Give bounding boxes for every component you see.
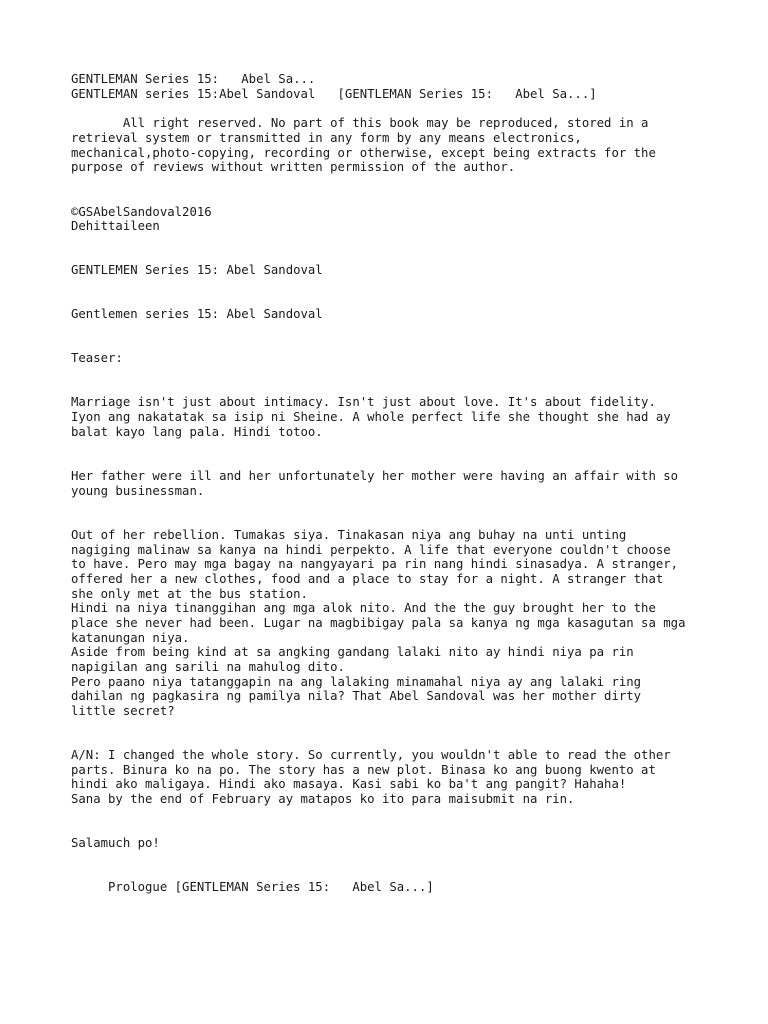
series-title-1: GENTLEMEN Series 15: Abel Sandoval [71,263,323,277]
paragraph-3-line-5: she only met at the bus station. [71,587,308,601]
rights-line-3: mechanical,photo-copying, recording or otherwise, except being extracts for the [71,146,656,160]
header-line-1: GENTLEMAN Series 15: Abel Sa... [71,72,316,86]
paragraph-3-line-9: Aside from being kind at sa angking gandang lalaki nito ay hindi niya pa rin [71,645,634,659]
prologue-heading: Prologue [GENTLEMAN Series 15: Abel Sa...] [71,880,434,894]
author-line: Dehittaileen [71,219,160,233]
series-title-2: Gentlemen series 15: Abel Sandoval [71,307,323,321]
paragraph-3-line-1: Out of her rebellion. Tumakas siya. Tinakasan niya ang buhay na unti unting [71,528,627,542]
paragraph-2-line-1: Her father were ill and her unfortunately her mother were having an affair with so [71,469,679,483]
rights-line-1: All right reserved. No part of this book may be reproduced, stored in a [71,116,649,130]
paragraph-3-line-6: Hindi na niya tinanggihan ang mga alok nito. And the the guy brought her to the [71,601,656,615]
paragraph-1-line-2: Iyon ang nakatatak sa isip ni Sheine. A whole perfect life she thought she had ay [71,410,671,424]
paragraph-3-line-4: offered her a new clothes, food and a place to stay for a night. A stranger that [71,572,664,586]
rights-line-4: purpose of reviews without written permission of the author. [71,160,516,174]
paragraph-3-line-10: napigilan ang sarili na mahulog dito. [71,660,345,674]
paragraph-1-line-1: Marriage isn't just about intimacy. Isn't just about love. It's about fidelity. [71,395,656,409]
paragraph-3-line-11: Pero paano niya tatanggapin na ang lalaking minamahal niya ay ang lalaki ring [71,675,642,689]
copyright-line: ©GSAbelSandoval2016 [71,205,212,219]
author-note-line-3: hindi ako maligaya. Hindi ako masaya. Kasi sabi ko ba't ang pangit? Hahaha! [71,777,627,791]
paragraph-3-line-13: little secret? [71,704,175,718]
header-line-2: GENTLEMAN series 15:Abel Sandoval [GENTLEMAN Series 15: Abel Sa...] [71,87,597,101]
author-note-line-4: Sana by the end of February ay matapos ko ito para maisubmit na rin. [71,792,575,806]
paragraph-3-line-8: katanungan niya. [71,631,190,645]
paragraph-3-line-7: place she never had been. Lugar na magbibigay pala sa kanya ng mga kasagutan sa mga [71,616,686,630]
paragraph-1-line-3: balat kayo lang pala. Hindi totoo. [71,425,323,439]
closing-line: Salamuch po! [71,836,160,850]
paragraph-3-line-12: dahilan ng pagkasira ng pamilya nila? That Abel Sandoval was her mother dirty [71,689,642,703]
paragraph-3-line-2: nagiging malinaw sa kanya na hindi perpekto. A life that everyone couldn't choose [71,543,671,557]
paragraph-2-line-2: young businessman. [71,484,205,498]
paragraph-3-line-3: to have. Pero may mga bagay na nangyayari pa rin nang hindi sinasadya. A stranger, [71,557,679,571]
teaser-label: Teaser: [71,351,123,365]
rights-line-2: retrieval system or transmitted in any form by any means electronics, [71,131,582,145]
author-note-line-2: parts. Binura ko na po. The story has a new plot. Binasa ko ang buong kwento at [71,763,656,777]
author-note-line-1: A/N: I changed the whole story. So currently, you wouldn't able to read the other [71,748,671,762]
